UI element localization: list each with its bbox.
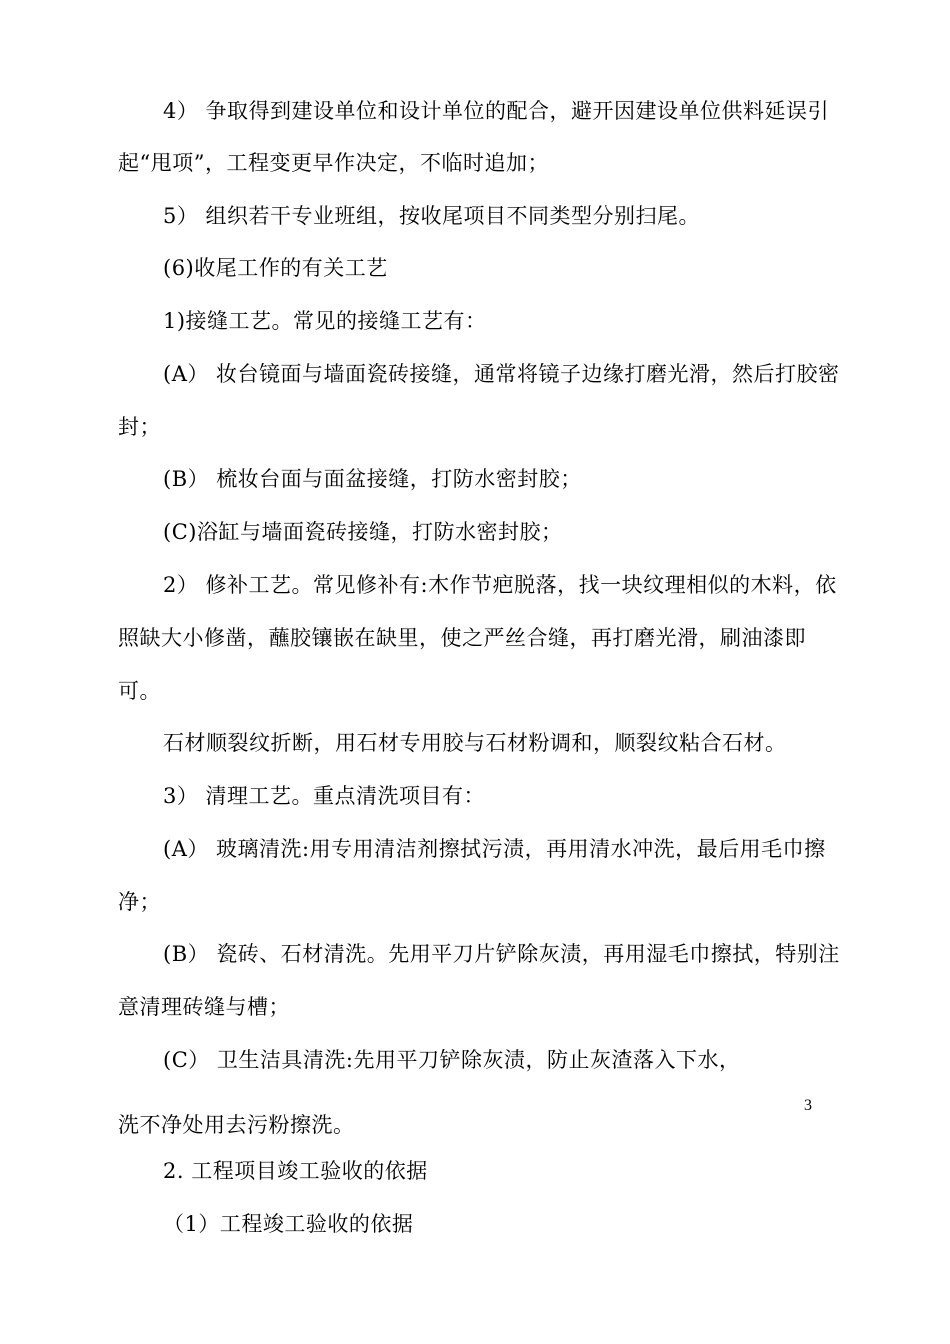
text-line: 2） 修补工艺。常见修补有:木作节疤脱落，找一块纹理相似的木料，依 (163, 573, 837, 597)
section-heading: 2. 工程项目竣工验收的依据 (163, 1159, 428, 1183)
text-line: 意清理砖缝与槽； (118, 995, 290, 1019)
text-line: 1)接缝工艺。常见的接缝工艺有： (163, 309, 487, 333)
text-line: 5） 组织若干专业班组，按收尾项目不同类型分别扫尾。 (163, 204, 701, 228)
text-line: 照缺大小修凿，蘸胶镶嵌在缺里，使之严丝合缝，再打磨光滑，刷油漆即 (118, 626, 806, 650)
text-line: 净； (118, 890, 161, 914)
text-line: 封； (118, 415, 161, 439)
text-line: (B） 梳妆台面与面盆接缝，打防水密封胶； (163, 467, 582, 491)
text-line: (C） 卫生洁具清洗:先用平刀铲除灰渍，防止灰渣落入下水， (163, 1048, 741, 1072)
subsection-heading: （1）工程竣工验收的依据 (163, 1212, 414, 1236)
text-line: 3） 清理工艺。重点清洗项目有： (163, 784, 486, 808)
text-line: (6)收尾工作的有关工艺 (163, 256, 388, 280)
text-line: 洗不净处用去污粉擦洗。 (118, 1113, 355, 1137)
text-line: 石材顺裂纹折断，用石材专用胶与石材粉调和，顺裂纹粘合石材。 (163, 731, 787, 755)
text-line: (C)浴缸与墙面瓷砖接缝，打防水密封胶； (163, 520, 563, 544)
page-number: 3 (804, 1097, 812, 1114)
text-line: 4） 争取得到建设单位和设计单位的配合，避开因建设单位供料延误引 (163, 99, 830, 123)
text-line: 起“甩项”，工程变更早作决定，不临时追加； (118, 151, 549, 175)
text-line: (A） 玻璃清洗:用专用清洁剂擦拭污渍，再用清水冲洗，最后用毛巾擦 (163, 837, 826, 861)
text-line: 可。 (118, 679, 161, 703)
text-line: (B） 瓷砖、石材清洗。先用平刀片铲除灰渍，再用湿毛巾擦拭，特别注 (163, 942, 840, 966)
text-line: (A） 妆台镜面与墙面瓷砖接缝，通常将镜子边缘打磨光滑，然后打胶密 (163, 362, 840, 386)
